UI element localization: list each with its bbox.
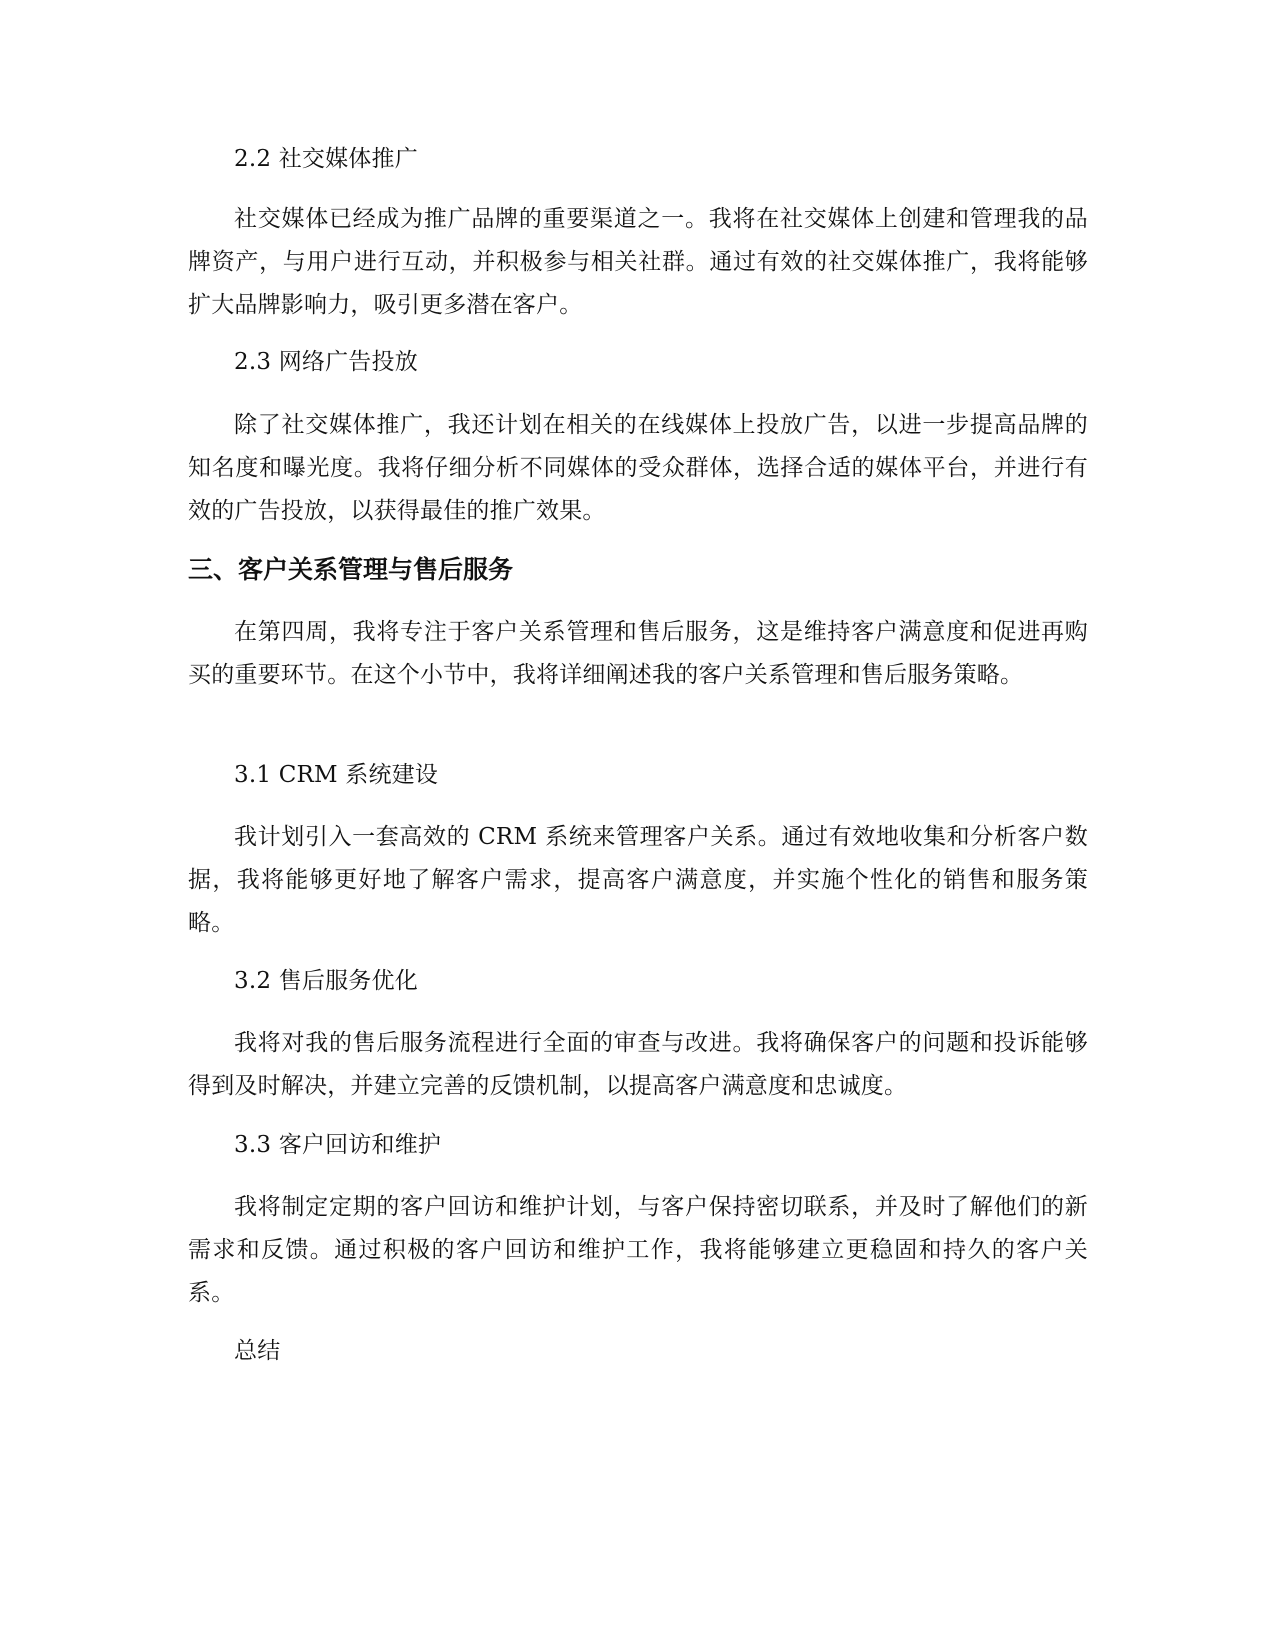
- subsection-title-3-2: 3.2 售后服务优化: [234, 968, 418, 994]
- subsection-title-2-2: 2.2 社交媒体推广: [234, 146, 418, 172]
- subsection-title-3-1: 3.1 CRM 系统建设: [234, 762, 439, 788]
- subsection-title-3-3: 3.3 客户回访和维护: [234, 1132, 442, 1158]
- subsection-title-2-3: 2.3 网络广告投放: [234, 349, 418, 375]
- section-heading-3: 三、客户关系管理与售后服务: [188, 555, 514, 584]
- paragraph-2-2: 社交媒体已经成为推广品牌的重要渠道之一。我将在社交媒体上创建和管理我的品牌资产，与用户进行互动，并积极参与相关社群。通过有效的社交媒体推广，我将能够扩大品牌影响力，吸引更多潜在客户。: [188, 206, 1088, 318]
- paragraph-3-2: 我将对我的售后服务流程进行全面的审查与改进。我将确保客户的问题和投诉能够得到及时解决，并建立完善的反馈机制，以提高客户满意度和忠诚度。: [188, 1030, 1088, 1099]
- paragraph-3-intro: 在第四周，我将专注于客户关系管理和售后服务，这是维持客户满意度和促进再购买的重要环节。在这个小节中，我将详细阐述我的客户关系管理和售后服务策略。: [188, 619, 1088, 688]
- summary-title: 总结: [234, 1338, 281, 1364]
- paragraph-3-3: 我将制定定期的客户回访和维护计划，与客户保持密切联系，并及时了解他们的新需求和反馈。通过积极的客户回访和维护工作，我将能够建立更稳固和持久的客户关系。: [188, 1194, 1088, 1306]
- paragraph-2-3: 除了社交媒体推广，我还计划在相关的在线媒体上投放广告，以进一步提高品牌的知名度和曝光度。我将仔细分析不同媒体的受众群体，选择合适的媒体平台，并进行有效的广告投放，以获得最佳的推广效果。: [188, 412, 1088, 524]
- paragraph-3-1: 我计划引入一套高效的 CRM 系统来管理客户关系。通过有效地收集和分析客户数据，我将能够更好地了解客户需求，提高客户满意度，并实施个性化的销售和服务策略。: [188, 824, 1088, 936]
